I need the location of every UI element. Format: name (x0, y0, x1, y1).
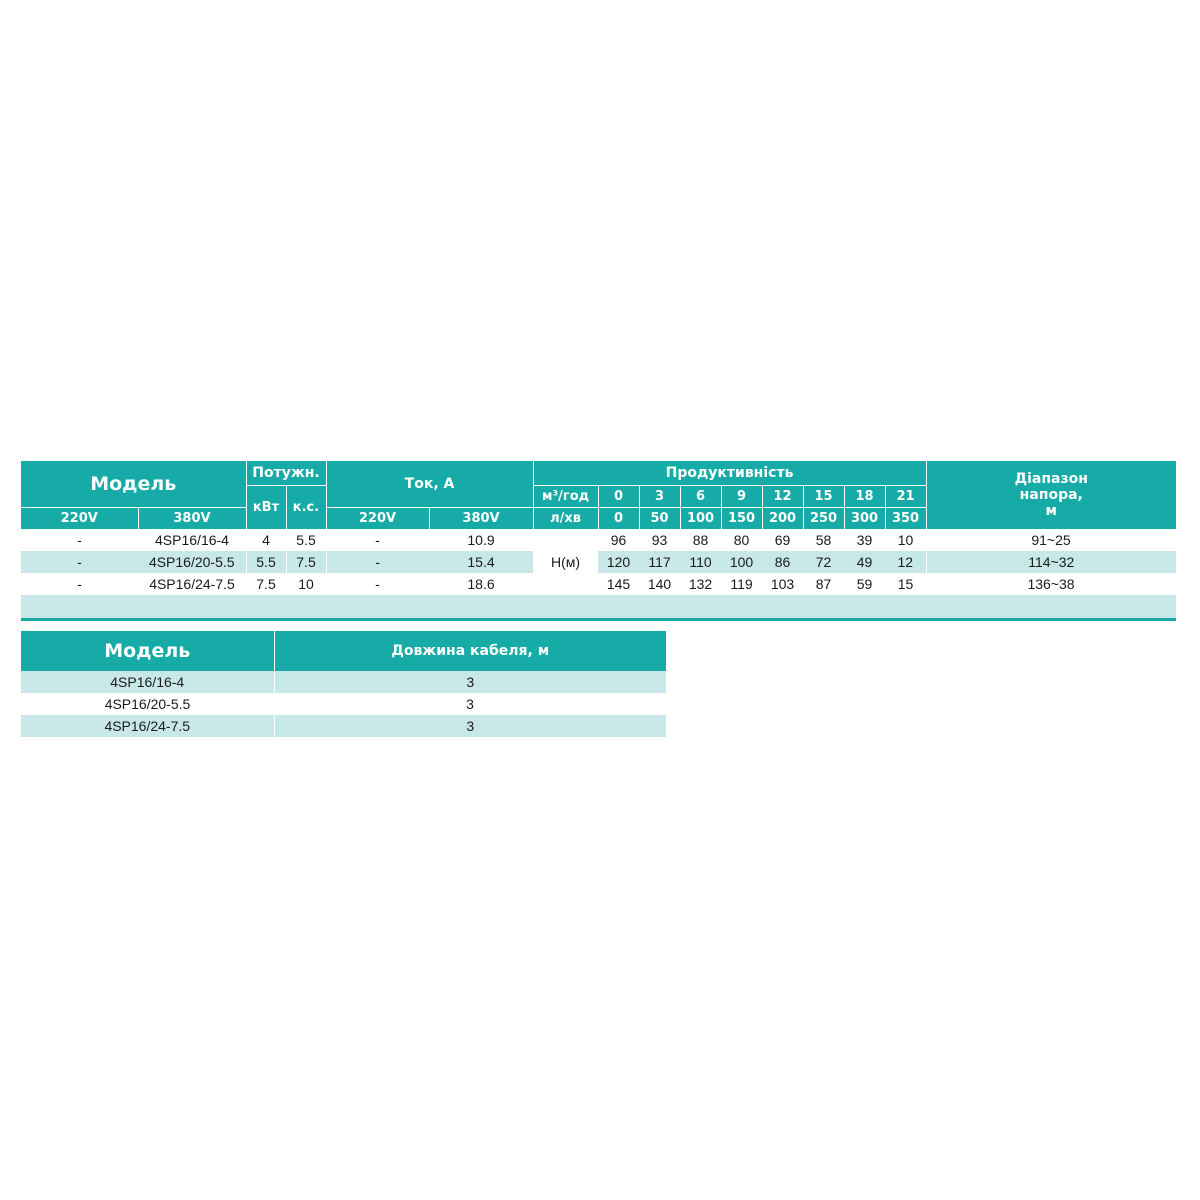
head-value: 39 (844, 529, 885, 551)
cable-length-value: 3 (274, 693, 666, 715)
flow-lmin-cell: 250 (803, 507, 844, 529)
current-220v-value: - (326, 529, 429, 551)
head-range-value: 91~25 (926, 529, 1176, 551)
flow-lmin-cell: 150 (721, 507, 762, 529)
head-value: 15 (885, 573, 926, 595)
model-380v-value: 4SP16/24-7.5 (138, 573, 246, 595)
head-value: 58 (803, 529, 844, 551)
cable-length-value: 3 (274, 671, 666, 693)
current-220v-header: 220V (326, 507, 429, 529)
table-row (21, 671, 666, 693)
flow-m3h-cell: 15 (803, 485, 844, 507)
power-header: Потужн. (246, 461, 326, 485)
head-value: 86 (762, 551, 803, 573)
pump-spec-table (21, 461, 1176, 619)
empty-footer-band (21, 595, 1176, 619)
head-value: 80 (721, 529, 762, 551)
head-value: 10 (885, 529, 926, 551)
cable-length-value: 3 (274, 715, 666, 737)
head-value: 117 (639, 551, 680, 573)
flow-lmin-cell: 300 (844, 507, 885, 529)
head-value: 93 (639, 529, 680, 551)
head-range-line-1: Діапазон (1014, 471, 1088, 487)
head-range-value: 136~38 (926, 573, 1176, 595)
head-value: 69 (762, 529, 803, 551)
lmin-header: л/хв (533, 507, 598, 529)
current-380v-header: 380V (429, 507, 533, 529)
head-value: 110 (680, 551, 721, 573)
kw-value: 5.5 (246, 551, 286, 573)
table-footer-row (21, 595, 1176, 619)
flow-lmin-cell: 50 (639, 507, 680, 529)
head-range-value: 114~32 (926, 551, 1176, 573)
hp-value: 10 (286, 573, 326, 595)
head-value: 132 (680, 573, 721, 595)
flow-lmin-cell: 0 (598, 507, 639, 529)
table-row (21, 529, 1176, 551)
model-380v-header: 380V (138, 507, 246, 529)
hp-header: к.с. (286, 485, 326, 529)
flow-lmin-cell: 100 (680, 507, 721, 529)
flow-m3h-cell: 9 (721, 485, 762, 507)
table-row (21, 715, 666, 737)
flow-m3h-cell: 12 (762, 485, 803, 507)
head-value: 119 (721, 573, 762, 595)
model-220v-header: 220V (21, 507, 138, 529)
head-value: 12 (885, 551, 926, 573)
kw-header: кВт (246, 485, 286, 529)
cable-model-value: 4SP16/16-4 (21, 671, 274, 693)
head-range-line-2: напора, (1019, 487, 1083, 503)
model-220v-value: - (21, 529, 138, 551)
model-380v-value: 4SP16/20-5.5 (138, 551, 246, 573)
head-range-line-3: м (1045, 503, 1057, 519)
flow-m3h-cell: 18 (844, 485, 885, 507)
hp-value: 7.5 (286, 551, 326, 573)
head-value: 103 (762, 573, 803, 595)
table-divider (21, 618, 1176, 621)
current-380v-value: 10.9 (429, 529, 533, 551)
head-value: 72 (803, 551, 844, 573)
head-value: 120 (598, 551, 639, 573)
cable-length-header: Довжина кабеля, м (274, 631, 666, 671)
m3h-header: м³/год (533, 485, 598, 507)
head-value: 49 (844, 551, 885, 573)
kw-value: 4 (246, 529, 286, 551)
cable-model-value: 4SP16/24-7.5 (21, 715, 274, 737)
head-range-header (926, 461, 1176, 529)
current-380v-value: 15.4 (429, 551, 533, 573)
head-label: H(м) (533, 529, 598, 595)
head-value: 140 (639, 573, 680, 595)
flow-lmin-cell: 200 (762, 507, 803, 529)
model-380v-value: 4SP16/16-4 (138, 529, 246, 551)
kw-value: 7.5 (246, 573, 286, 595)
head-value: 145 (598, 573, 639, 595)
current-220v-value: - (326, 573, 429, 595)
model-220v-value: - (21, 573, 138, 595)
flow-m3h-cell: 21 (885, 485, 926, 507)
productivity-header: Продуктивність (533, 461, 926, 485)
cable-length-table (21, 631, 666, 737)
head-value: 96 (598, 529, 639, 551)
head-value: 88 (680, 529, 721, 551)
cable-model-value: 4SP16/20-5.5 (21, 693, 274, 715)
flow-m3h-cell: 6 (680, 485, 721, 507)
current-380v-value: 18.6 (429, 573, 533, 595)
flow-lmin-cell: 350 (885, 507, 926, 529)
head-value: 87 (803, 573, 844, 595)
hp-value: 5.5 (286, 529, 326, 551)
flow-m3h-cell: 3 (639, 485, 680, 507)
model-220v-value: - (21, 551, 138, 573)
cable-model-header: Модель (21, 631, 274, 671)
model-header: Модель (21, 461, 246, 507)
current-220v-value: - (326, 551, 429, 573)
table-row (21, 693, 666, 715)
head-value: 59 (844, 573, 885, 595)
head-value: 100 (721, 551, 762, 573)
table-row (21, 551, 1176, 573)
current-header: Ток, А (326, 461, 533, 507)
flow-m3h-cell: 0 (598, 485, 639, 507)
table-row (21, 573, 1176, 595)
